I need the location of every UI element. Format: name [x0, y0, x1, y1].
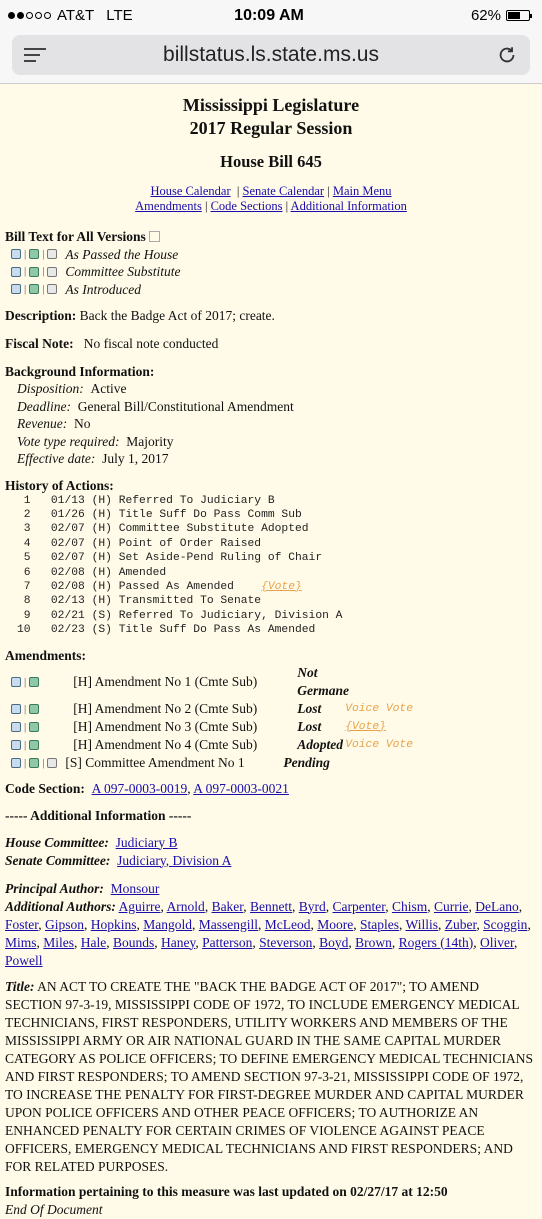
amendment-name: [S] Committee Amendment No 1	[65, 754, 245, 770]
history-chamber: (S)	[91, 624, 112, 637]
amendments-heading: Amendments:	[5, 647, 86, 663]
url-text[interactable]: billstatus.ls.state.ms.us	[163, 43, 379, 66]
html-doc-icon[interactable]	[11, 722, 21, 732]
history-chamber: (H)	[91, 508, 112, 521]
pdf-doc-icon[interactable]	[29, 704, 39, 714]
history-action: Title Suff Do Pass As Amended	[118, 624, 316, 637]
house-calendar-link[interactable]: House Calendar	[150, 184, 231, 198]
amendment-row	[5, 754, 537, 772]
amendment-status: Lost	[297, 700, 322, 716]
code-section-label: Code Section:	[5, 780, 85, 796]
bill-version-row	[5, 281, 537, 299]
author-link[interactable]: Rogers (14th)	[398, 934, 474, 950]
title-label: Title:	[5, 978, 35, 994]
amendment-name: [H] Amendment No 2 (Cmte Sub)	[73, 700, 258, 716]
battery-icon	[506, 10, 530, 21]
amendment-row	[5, 718, 537, 736]
pdf-doc-icon[interactable]	[29, 267, 39, 277]
history-date: 02/13	[50, 595, 85, 608]
author-link[interactable]: Miles	[43, 934, 75, 950]
history-date: 01/13	[50, 494, 85, 507]
author-link[interactable]: Hale	[80, 934, 107, 950]
history-num: 4	[17, 537, 31, 550]
html-doc-icon[interactable]	[11, 267, 21, 277]
vote-link[interactable]: {Vote}	[261, 580, 302, 593]
amendment-status: Lost	[297, 718, 322, 734]
document-icons	[11, 263, 57, 281]
session-title: 2017 Regular Session	[189, 118, 353, 138]
separator: |	[24, 738, 27, 751]
html-doc-icon[interactable]	[11, 249, 21, 259]
background-label: Deadline:	[17, 398, 71, 414]
author-link[interactable]: Scoggin	[483, 916, 528, 932]
separator: |	[24, 675, 27, 688]
code-section-link-1[interactable]: A 097-0003-0019	[91, 780, 188, 796]
background-heading: Background Information:	[5, 364, 155, 379]
amendment-row	[5, 664, 537, 700]
author-link[interactable]: Gipson	[44, 916, 84, 932]
author-link[interactable]: Zuber	[444, 916, 477, 932]
main-menu-link[interactable]: Main Menu	[332, 184, 392, 198]
author-link[interactable]: Bounds	[113, 934, 155, 950]
author-link[interactable]: Byrd	[298, 898, 326, 914]
history-chamber: (H)	[91, 537, 112, 550]
additional-info-heading: ----- Additional Information -----	[5, 807, 192, 823]
separator: |	[24, 702, 27, 715]
fiscal-note-label: Fiscal Note:	[5, 336, 74, 351]
background-item	[17, 398, 537, 416]
author-link[interactable]: Boyd	[319, 934, 349, 950]
amendment-name: [H] Amendment No 1 (Cmte Sub)	[73, 673, 258, 689]
address-bar[interactable]	[12, 35, 530, 75]
author-link[interactable]: Moore	[317, 916, 354, 932]
author-link[interactable]: Brown	[355, 934, 392, 950]
history-row	[17, 508, 537, 522]
author-link[interactable]: Mangold	[143, 916, 192, 932]
history-row	[17, 566, 537, 580]
diff-doc-icon[interactable]	[47, 284, 57, 294]
background-value: No	[73, 416, 91, 431]
background-item	[17, 415, 537, 433]
bill-title-text	[5, 978, 537, 1176]
html-doc-icon[interactable]	[11, 704, 21, 714]
author-link[interactable]: Patterson	[202, 934, 253, 950]
history-date: 02/21	[50, 609, 85, 622]
house-committee-link[interactable]: Judiciary B	[115, 834, 178, 850]
author-link[interactable]: Hopkins	[90, 916, 137, 932]
legislature-title: Mississippi Legislature	[182, 95, 360, 115]
background-item	[17, 380, 537, 398]
additional-authors-label: Additional Authors:	[5, 898, 116, 914]
author-link[interactable]: Chism	[391, 898, 428, 914]
amendment-name: [H] Amendment No 3 (Cmte Sub)	[73, 718, 258, 734]
page-content: Mississippi Legislature 2017 Regular Session House Bill 645 House Calendar | Senate Calendar | Main Menu Amendments | Code Sections | Additional Information Bill Text for All Versions | | As Passed the House | | Committee Substitute | | As Introduced Description: Back the Badge Act of 2017; create. Fiscal Note: No fiscal note conducted Background Information: Disposition: Active Deadline: General Bill/Constitutional Amendment Revenue: No Vote type required: Majority Effective date: July 1, 2017 History of Actions: 1 01/13 (H) Referred To Judiciary B 2 01/26 (H) Title Suff Do Pass Comm Sub 3 02/07 (H) Committee Substitute Adopted 4 02/07 (H) Point of Order Raised 5 02/07 (H) Set Aside-Pend Ruling of Chair 6 02/08 (H) Amended 7 02/08 (H) Passed As Amended {Vote} 8 02/13 (H) Transmitted To Senate 9 02/21 (S) Referred To Judiciary, Division A 10 02/23 (S) Title Suff Do Pass As Amended Amendments: | [H] Amendment No 1 (Cmte Sub) Not Germane | [H] Amendment No 2 (Cmte Sub) Lost Voice Vote | [H] Amendment No 3 (Cmte Sub) Lost {Vote} | [H] Amendment No 4 (Cmte Sub) Adopted Voice Vote | | [S] Committee Amendment No 1 Pending Code Section: A 097-0003-0019, A 097-0003-0021 ----- Additional Information ----- House Committee: Judiciary B Senate Committee: Judiciary, Division A Principal Author: Monsour Additional Authors: Aguirre, Arnold, Baker, Bennett, Byrd, Carpenter, Chism, Currie, DeLano, Foster, Gipson, Hopkins, Mangold, Massengill, McLeod, Moore, Staples, Willis, Zuber, Scoggin, Mims, Miles, Hale, Bounds, Haney, Patterson, Steverson, Boyd, Brown, Rogers (14th), Oliver, Powell Title: AN ACT TO CREATE THE "BACK THE BADGE ACT OF 2017"; TO AMEND SECTION 97-3-19, MISSISSIPPI CODE OF 1972, TO INCLUDE EMERGENCY MEDICAL TECHNICIANS, FIRST RESPONDERS, UTILITY WORKERS AND MEMBERS OF THE MISSISSIPPI ARMY OR AIR NATIONAL GUARD IN THE SAME CAPITAL MURDER CATEGORY AS POLICE OFFICERS; TO DEFINE EMERGENCY MEDICAL TECHNICIANS AND FIRST RESPONDERS; TO AMEND SECTION 97-3-21, MISSISSIPPI CODE OF 1972, TO INCREASE THE PENALTY FOR FIRST-DEGREE MURDER AND CAPITAL MURDER UPON POLICE OFFICERS AND OTHER PEACE OFFICERS; TO AUTHORIZE AN ENHANCED PENALTY FOR CERTAIN CRIMES OF VIOLENCE AGAINST PEACE OFFICERS, EMERGENCY MEDICAL TECHNICIANS AND FIRST RESPONDERS; AND FOR RELATED PURPOSES. Information pertaining to this measure was last updated on 02/27/17 at 12:50 End Of Document	[0, 84, 542, 1219]
history-chamber: (H)	[91, 494, 112, 507]
history-num: 3	[17, 523, 31, 536]
amendment-status: Pending	[283, 754, 330, 770]
pdf-doc-icon[interactable]	[29, 758, 39, 768]
separator: |	[42, 247, 45, 260]
history-row	[17, 522, 537, 536]
bill-version-row	[5, 246, 537, 264]
history-num: 8	[17, 595, 31, 608]
history-chamber: (H)	[91, 552, 112, 565]
document-icons	[11, 754, 57, 772]
clock: 10:09 AM	[234, 6, 304, 24]
pdf-doc-icon[interactable]	[29, 722, 39, 732]
history-action: Amended	[118, 566, 167, 579]
history-chamber: (H)	[91, 523, 112, 536]
bill-version-label: As Introduced	[65, 281, 142, 297]
description-value: Back the Badge Act of 2017; create.	[79, 308, 275, 323]
separator: |	[24, 756, 27, 769]
amendment-name: [H] Amendment No 4 (Cmte Sub)	[73, 736, 258, 752]
reload-icon[interactable]	[496, 44, 518, 66]
status-bar	[0, 0, 542, 31]
author-link[interactable]: Aguirre	[118, 898, 161, 914]
vote-link[interactable]: {Vote}	[345, 720, 386, 733]
history-chamber: (H)	[91, 595, 112, 608]
separator: |	[24, 265, 27, 277]
history-chamber: (H)	[91, 580, 112, 593]
history-num: 7	[17, 580, 31, 593]
bill-text-checkbox[interactable]	[149, 231, 160, 242]
history-date: 02/07	[50, 523, 85, 536]
title-body: AN ACT TO CREATE THE "BACK THE BADGE ACT OF 2017"; TO AMEND SECTION 97-3-19, MISSISSIPPI CODE OF 1972, TO INCLUDE EMERGENCY MEDICAL TECHNICIANS, FIRST RESPONDERS, UTILITY WORKERS AND MEMBERS OF THE MISSISSIPPI ARMY OR AIR NATIONAL GUARD IN THE SAME CAPITAL MURDER CATEGORY AS POLICE OFFICERS; TO DEFINE EMERGENCY MEDICAL TECHNICIANS AND FIRST RESPONDERS; TO AMEND SECTION 97-3-21, MISSISSIPPI CODE OF 1972, TO INCREASE THE PENALTY FOR FIRST-DEGREE MURDER AND CAPITAL MURDER UPON POLICE OFFICERS AND OTHER PEACE OFFICERS; TO AUTHORIZE AN ENHANCED PENALTY FOR CERTAIN CRIMES OF VIOLENCE AGAINST PEACE OFFICERS, EMERGENCY MEDICAL TECHNICIANS AND FIRST RESPONDERS; AND FOR RELATED PURPOSES.	[5, 978, 534, 1174]
author-link[interactable]: Haney	[161, 934, 196, 950]
author-link[interactable]: Foster	[5, 916, 39, 932]
document-icons	[11, 736, 39, 754]
amendment-status: Not Germane	[297, 664, 349, 698]
separator: |	[42, 265, 45, 277]
history-date: 02/23	[50, 624, 85, 637]
principal-author-link[interactable]: Monsour	[110, 880, 160, 896]
history-row	[17, 537, 537, 551]
senate-calendar-link[interactable]: Senate Calendar	[242, 184, 325, 198]
amendments-link[interactable]: Amendments	[135, 199, 202, 213]
history-row	[17, 580, 537, 594]
background-item	[17, 433, 537, 451]
document-icons	[11, 718, 39, 736]
document-icons	[11, 673, 39, 691]
background-label: Disposition:	[17, 381, 84, 396]
background-item	[17, 450, 537, 468]
history-num: 10	[17, 624, 31, 637]
diff-doc-icon[interactable]	[47, 758, 57, 768]
last-updated-text: Information pertaining to this measure was last updated on 02/27/17 at 12:50	[5, 1183, 448, 1199]
bill-text-heading: Bill Text for All Versions	[5, 229, 146, 244]
history-num: 6	[17, 566, 31, 579]
battery-percent: 62%	[470, 7, 501, 24]
nav-links: House Calendar | Senate Calendar | Main Menu Amendments | Code Sections | Additional Information	[135, 184, 407, 213]
voice-vote-label: Voice Vote	[345, 738, 413, 751]
history-row	[17, 494, 537, 508]
html-doc-icon[interactable]	[11, 677, 21, 687]
house-committee-label: House Committee:	[5, 834, 109, 850]
amendment-row	[5, 736, 537, 754]
end-of-document: End Of Document	[5, 1201, 103, 1217]
history-action: Referred To Judiciary, Division A	[118, 609, 343, 622]
history-row	[17, 609, 537, 623]
carrier-label: AT&T	[57, 7, 95, 24]
bill-version-row	[5, 263, 537, 281]
author-link[interactable]: Oliver	[480, 934, 514, 950]
html-doc-icon[interactable]	[11, 284, 21, 294]
author-link[interactable]: Bennett	[250, 898, 293, 914]
pdf-doc-icon[interactable]	[29, 284, 39, 294]
history-action: Title Suff Do Pass Comm Sub	[118, 508, 302, 521]
amendment-row	[5, 700, 537, 718]
history-action: Set Aside-Pend Ruling of Chair	[118, 552, 323, 565]
bill-title: House Bill 645	[220, 152, 322, 171]
history-num: 9	[17, 609, 31, 622]
pdf-doc-icon[interactable]	[29, 740, 39, 750]
senate-committee-link[interactable]: Judiciary, Division A	[117, 852, 232, 868]
html-doc-icon[interactable]	[11, 740, 21, 750]
diff-doc-icon[interactable]	[47, 267, 57, 277]
history-row	[17, 594, 537, 608]
separator: |	[42, 756, 45, 769]
voice-vote-label: Voice Vote	[345, 702, 413, 715]
history-action: Passed As Amended	[118, 580, 262, 593]
pdf-doc-icon[interactable]	[29, 677, 39, 687]
author-link[interactable]: Staples	[359, 916, 399, 932]
author-link[interactable]: Arnold	[166, 898, 205, 914]
author-link[interactable]: Willis	[405, 916, 438, 932]
author-link[interactable]: Powell	[5, 952, 43, 968]
history-num: 1	[17, 494, 31, 507]
author-link[interactable]: McLeod	[264, 916, 311, 932]
author-link[interactable]: Massengill	[198, 916, 258, 932]
additional-info-link[interactable]: Additional Information	[290, 199, 407, 213]
background-label: Vote type required:	[17, 433, 120, 449]
history-date: 02/08	[50, 566, 85, 579]
author-link[interactable]: DeLano	[475, 898, 519, 914]
background-value: Majority	[126, 433, 174, 449]
history-date: 02/08	[50, 580, 85, 593]
background-label: Revenue:	[17, 416, 68, 431]
document-icons	[11, 281, 57, 299]
history-row	[17, 551, 537, 565]
code-sections-link[interactable]: Code Sections	[210, 199, 283, 213]
author-link[interactable]: Currie	[433, 898, 469, 914]
background-label: Effective date:	[17, 451, 96, 466]
bill-version-label: As Passed the House	[65, 246, 179, 262]
amendment-status: Adopted	[297, 736, 343, 752]
network-label: LTE	[106, 7, 133, 24]
senate-committee-label: Senate Committee:	[5, 852, 111, 868]
history-date: 02/07	[50, 552, 85, 565]
document-icons	[11, 700, 39, 718]
author-link[interactable]: Baker	[211, 898, 244, 914]
separator: |	[42, 282, 45, 295]
history-row	[17, 623, 537, 637]
history-chamber: (H)	[91, 566, 112, 579]
history-num: 2	[17, 508, 31, 521]
principal-author-label: Principal Author:	[5, 880, 104, 896]
author-link[interactable]: Carpenter	[332, 898, 386, 914]
background-value: July 1, 2017	[102, 451, 169, 466]
author-link[interactable]: Steverson	[259, 934, 313, 950]
history-action: Point of Order Raised	[118, 537, 262, 550]
reader-menu-icon[interactable]	[24, 48, 46, 62]
history-num: 5	[17, 552, 31, 565]
history-heading: History of Actions:	[5, 477, 114, 493]
html-doc-icon[interactable]	[11, 758, 21, 768]
code-section-link-2[interactable]: A 097-0003-0021	[193, 780, 289, 796]
history-date: 02/07	[50, 537, 85, 550]
fiscal-note-value: No fiscal note conducted	[83, 336, 219, 351]
signal-strength-icon	[8, 12, 51, 19]
bill-version-label: Committee Substitute	[65, 264, 181, 279]
history-date: 01/26	[50, 508, 85, 521]
separator: |	[24, 247, 27, 260]
pdf-doc-icon[interactable]	[29, 249, 39, 259]
document-icons	[11, 246, 57, 264]
background-value: General Bill/Constitutional Amendment	[77, 398, 294, 414]
background-value: Active	[90, 381, 127, 396]
history-chamber: (S)	[91, 609, 112, 622]
history-action: Transmitted To Senate	[118, 595, 262, 608]
diff-doc-icon[interactable]	[47, 249, 57, 259]
author-link[interactable]: Mims	[5, 934, 37, 950]
separator: |	[24, 720, 27, 733]
separator: |	[24, 282, 27, 295]
history-action: Referred To Judiciary B	[118, 494, 275, 507]
description-label: Description:	[5, 308, 77, 323]
history-action: Committee Substitute Adopted	[118, 523, 309, 536]
